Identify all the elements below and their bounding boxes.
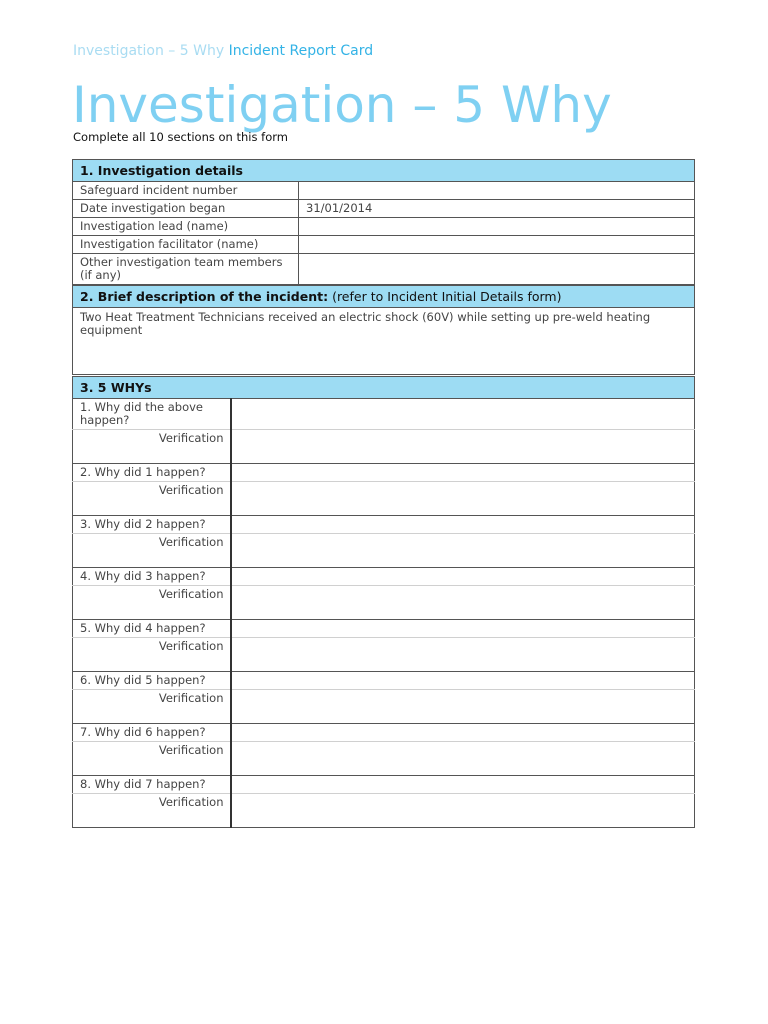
five-whys-table [72, 376, 695, 828]
verification-label: Verification [73, 430, 231, 464]
why-question: 7. Why did 6 happen? [73, 724, 231, 742]
verification-field[interactable] [231, 690, 695, 724]
section-heading [73, 286, 695, 308]
verification-field[interactable] [231, 534, 695, 568]
field-value[interactable]: 31/01/2014 [299, 200, 695, 218]
header-label-light: Investigation – 5 Why [73, 43, 225, 59]
why-answer[interactable] [231, 464, 695, 482]
field-value[interactable] [299, 254, 695, 285]
why-question: 3. Why did 2 happen? [73, 516, 231, 534]
why-question: 4. Why did 3 happen? [73, 568, 231, 586]
why-question: 2. Why did 1 happen? [73, 464, 231, 482]
why-answer[interactable] [231, 568, 695, 586]
verification-label: Verification [73, 638, 231, 672]
header-label-dark: Incident Report Card [228, 43, 374, 59]
why-answer[interactable] [231, 516, 695, 534]
field-value[interactable] [299, 182, 695, 200]
verification-label: Verification [73, 794, 231, 828]
verification-label: Verification [73, 482, 231, 516]
verification-field[interactable] [231, 742, 695, 776]
verification-label: Verification [73, 586, 231, 620]
why-question: 8. Why did 7 happen? [73, 776, 231, 794]
table-row [73, 182, 695, 200]
table-row [73, 236, 695, 254]
incident-description[interactable]: Two Heat Treatment Technicians received an electric shock (60V) while setting up pre-weld heating equipment [73, 308, 695, 375]
verification-label: Verification [73, 742, 231, 776]
why-answer[interactable] [231, 672, 695, 690]
why-answer[interactable] [231, 776, 695, 794]
field-value[interactable] [299, 218, 695, 236]
section-heading-note: (refer to Incident Initial Details form) [332, 289, 562, 304]
section-heading-bold: 2. Brief description of the incident: [80, 289, 329, 304]
page-subtitle: Complete all 10 sections on this form [73, 130, 288, 144]
verification-label: Verification [73, 534, 231, 568]
verification-field[interactable] [231, 430, 695, 464]
field-label: Safeguard incident number [73, 182, 299, 200]
verification-field[interactable] [231, 794, 695, 828]
field-value[interactable] [299, 236, 695, 254]
why-answer[interactable] [231, 399, 695, 430]
table-row [73, 218, 695, 236]
section-heading: 1. Investigation details [73, 160, 695, 182]
table-row [73, 200, 695, 218]
why-question: 5. Why did 4 happen? [73, 620, 231, 638]
document-header [73, 42, 373, 60]
field-label: Investigation facilitator (name) [73, 236, 299, 254]
incident-description-table [72, 285, 695, 375]
verification-field[interactable] [231, 586, 695, 620]
field-label: Date investigation began [73, 200, 299, 218]
verification-field[interactable] [231, 638, 695, 672]
why-question: 1. Why did the above happen? [73, 399, 231, 430]
field-label: Investigation lead (name) [73, 218, 299, 236]
why-answer[interactable] [231, 620, 695, 638]
verification-label: Verification [73, 690, 231, 724]
why-answer[interactable] [231, 724, 695, 742]
why-question: 6. Why did 5 happen? [73, 672, 231, 690]
table-row [73, 254, 695, 285]
verification-field[interactable] [231, 482, 695, 516]
page-title: Investigation – 5 Why [72, 76, 612, 134]
field-label: Other investigation team members (if any) [73, 254, 299, 285]
section-heading: 3. 5 WHYs [73, 377, 695, 399]
investigation-details-table [72, 159, 695, 285]
